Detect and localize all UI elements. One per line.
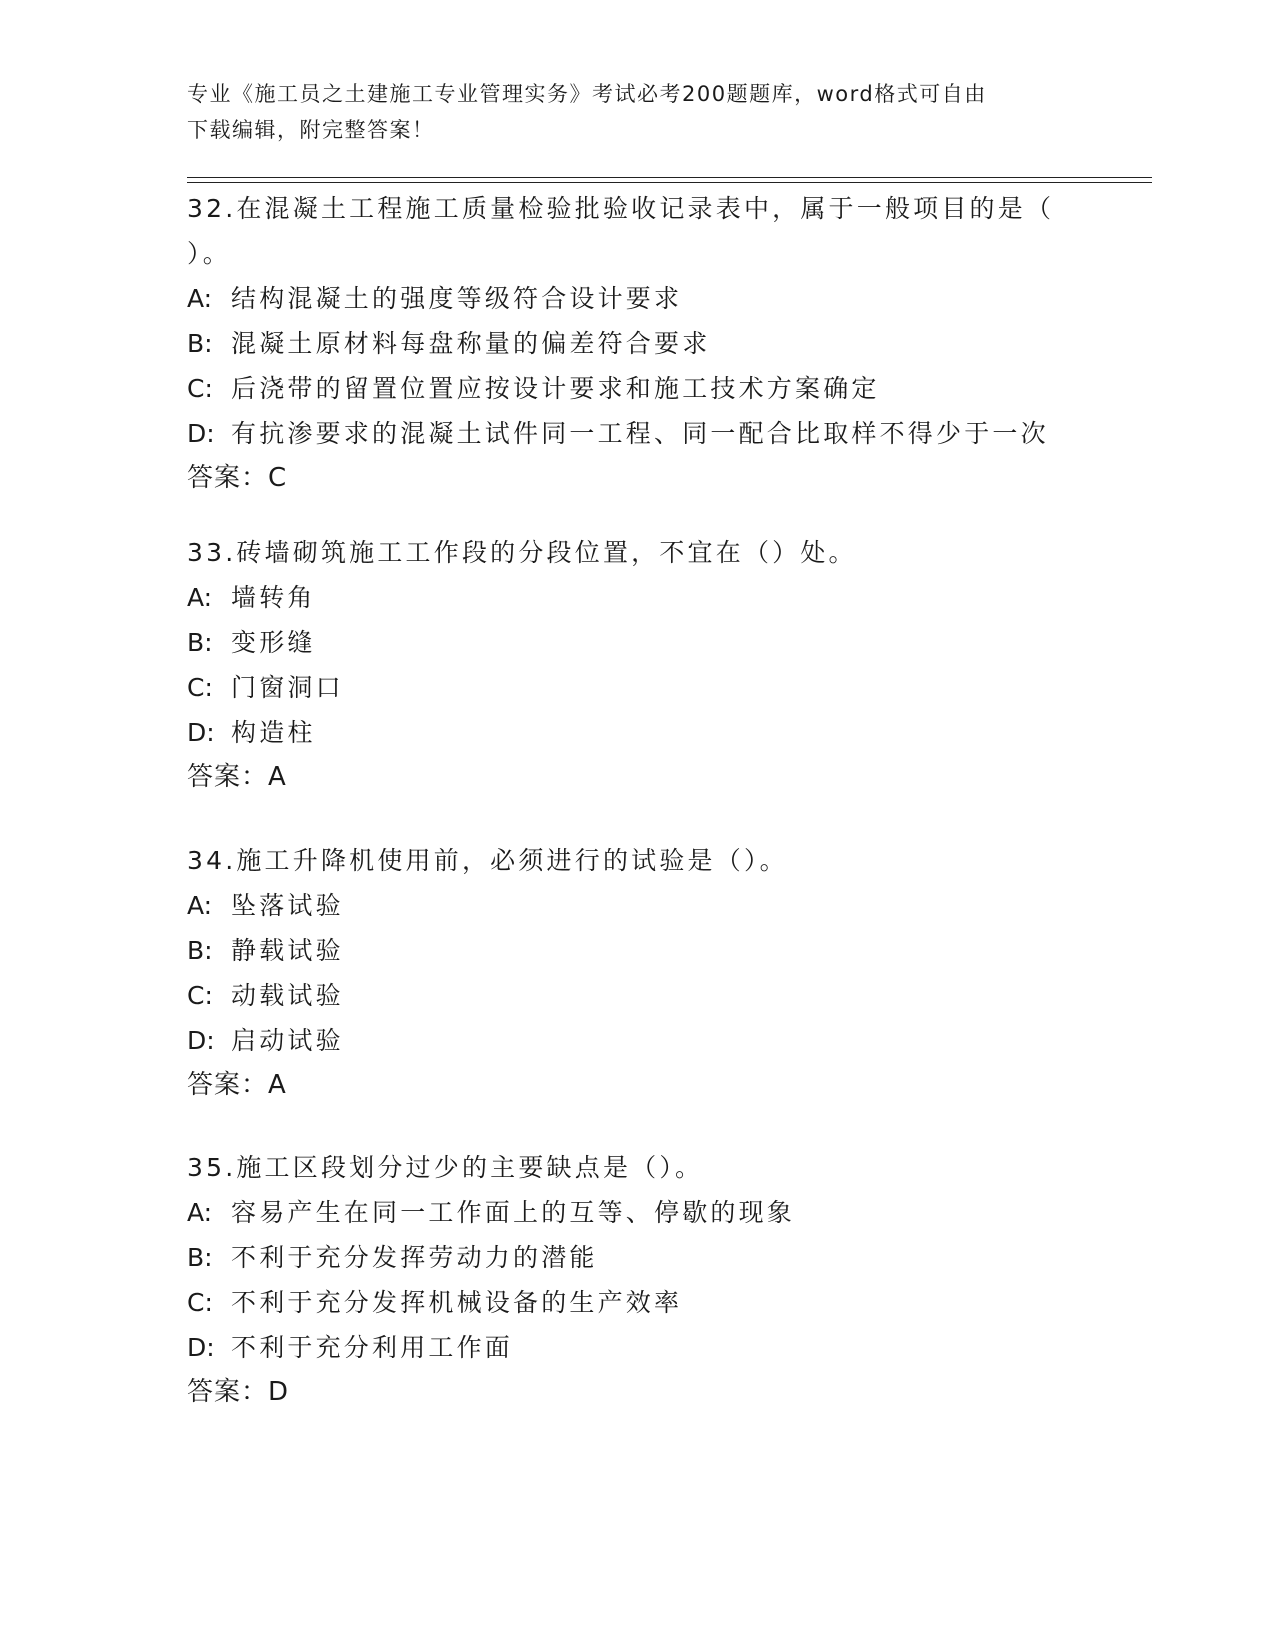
option-text: 启动试验 <box>231 1026 344 1055</box>
question-35 <box>187 1145 1087 1415</box>
answer <box>187 755 1087 800</box>
option-letter: C: <box>187 981 213 1010</box>
option-letter: C: <box>187 1288 213 1317</box>
option-letter: C: <box>187 374 213 403</box>
question-stem-line-1: 33.砖墙砌筑施工工作段的分段位置，不宜在（）处。 <box>187 538 857 567</box>
answer-label: 答案： <box>187 1377 269 1407</box>
option-c <box>187 665 1087 710</box>
option-letter: A: <box>187 284 213 313</box>
option-text: 静载试验 <box>231 936 344 965</box>
header-divider-bottom <box>187 182 1152 183</box>
option-a <box>187 883 1087 928</box>
option-c <box>187 366 1087 411</box>
option-letter: A: <box>187 891 213 920</box>
option-c <box>187 973 1087 1018</box>
answer-value: A <box>268 762 287 792</box>
option-letter: D: <box>187 1026 215 1055</box>
option-text: 有抗渗要求的混凝土试件同一工程、同一配合比取样不得少于一次 <box>231 419 1049 448</box>
option-text: 变形缝 <box>231 628 316 657</box>
option-text: 不利于充分发挥机械设备的生产效率 <box>231 1288 683 1317</box>
option-letter: B: <box>187 1243 213 1272</box>
option-letter: B: <box>187 936 213 965</box>
option-b <box>187 928 1087 973</box>
question-34 <box>187 838 1087 1108</box>
option-d <box>187 411 1087 456</box>
option-d <box>187 1325 1087 1370</box>
option-a <box>187 575 1087 620</box>
question-stem-line-1: 34.施工升降机使用前，必须进行的试验是（）。 <box>187 846 788 875</box>
option-letter: C: <box>187 673 213 702</box>
option-text: 构造柱 <box>231 718 316 747</box>
option-text: 结构混凝土的强度等级符合设计要求 <box>231 284 683 313</box>
header-divider-top <box>187 177 1152 178</box>
question-33 <box>187 530 1087 800</box>
option-text: 不利于充分利用工作面 <box>231 1333 514 1362</box>
question-stem <box>187 186 1087 276</box>
answer-value: A <box>268 1070 287 1100</box>
question-stem <box>187 1145 1087 1190</box>
option-letter: B: <box>187 329 213 358</box>
answer-label: 答案： <box>187 1070 269 1100</box>
option-text: 墙转角 <box>231 583 316 612</box>
option-text: 混凝土原材料每盘称量的偏差符合要求 <box>231 329 711 358</box>
header-line-1: 专业《施工员之土建施工专业管理实务》考试必考200题题库，word格式可自由 <box>187 82 987 106</box>
question-stem <box>187 530 1087 575</box>
answer <box>187 456 1087 501</box>
option-b <box>187 620 1087 665</box>
question-32 <box>187 186 1087 501</box>
question-stem-line-2: ）。 <box>187 239 231 268</box>
answer-label: 答案： <box>187 762 269 792</box>
header-line-2: 下载编辑，附完整答案！ <box>187 118 435 142</box>
option-letter: A: <box>187 1198 213 1227</box>
option-d <box>187 710 1087 755</box>
option-text: 容易产生在同一工作面上的互等、停歇的现象 <box>231 1198 796 1227</box>
answer-value: C <box>268 463 288 493</box>
answer <box>187 1063 1087 1108</box>
option-d <box>187 1018 1087 1063</box>
option-text: 门窗洞口 <box>231 673 344 702</box>
question-stem-line-1: 32.在混凝土工程施工质量检验批验收记录表中，属于一般项目的是（ <box>187 194 1055 223</box>
option-a <box>187 1190 1087 1235</box>
question-stem <box>187 838 1087 883</box>
option-letter: A: <box>187 583 213 612</box>
answer-label: 答案： <box>187 463 269 493</box>
option-text: 动载试验 <box>231 981 344 1010</box>
document-header <box>187 76 1087 148</box>
option-text: 坠落试验 <box>231 891 344 920</box>
option-letter: B: <box>187 628 213 657</box>
option-letter: D: <box>187 419 215 448</box>
answer <box>187 1370 1087 1415</box>
option-letter: D: <box>187 718 215 747</box>
option-b <box>187 321 1087 366</box>
option-letter: D: <box>187 1333 215 1362</box>
option-b <box>187 1235 1087 1280</box>
answer-value: D <box>268 1377 290 1407</box>
option-c <box>187 1280 1087 1325</box>
option-a <box>187 276 1087 321</box>
option-text: 不利于充分发挥劳动力的潜能 <box>231 1243 598 1272</box>
question-stem-line-1: 35.施工区段划分过少的主要缺点是（）。 <box>187 1153 704 1182</box>
option-text: 后浇带的留置位置应按设计要求和施工技术方案确定 <box>231 374 880 403</box>
